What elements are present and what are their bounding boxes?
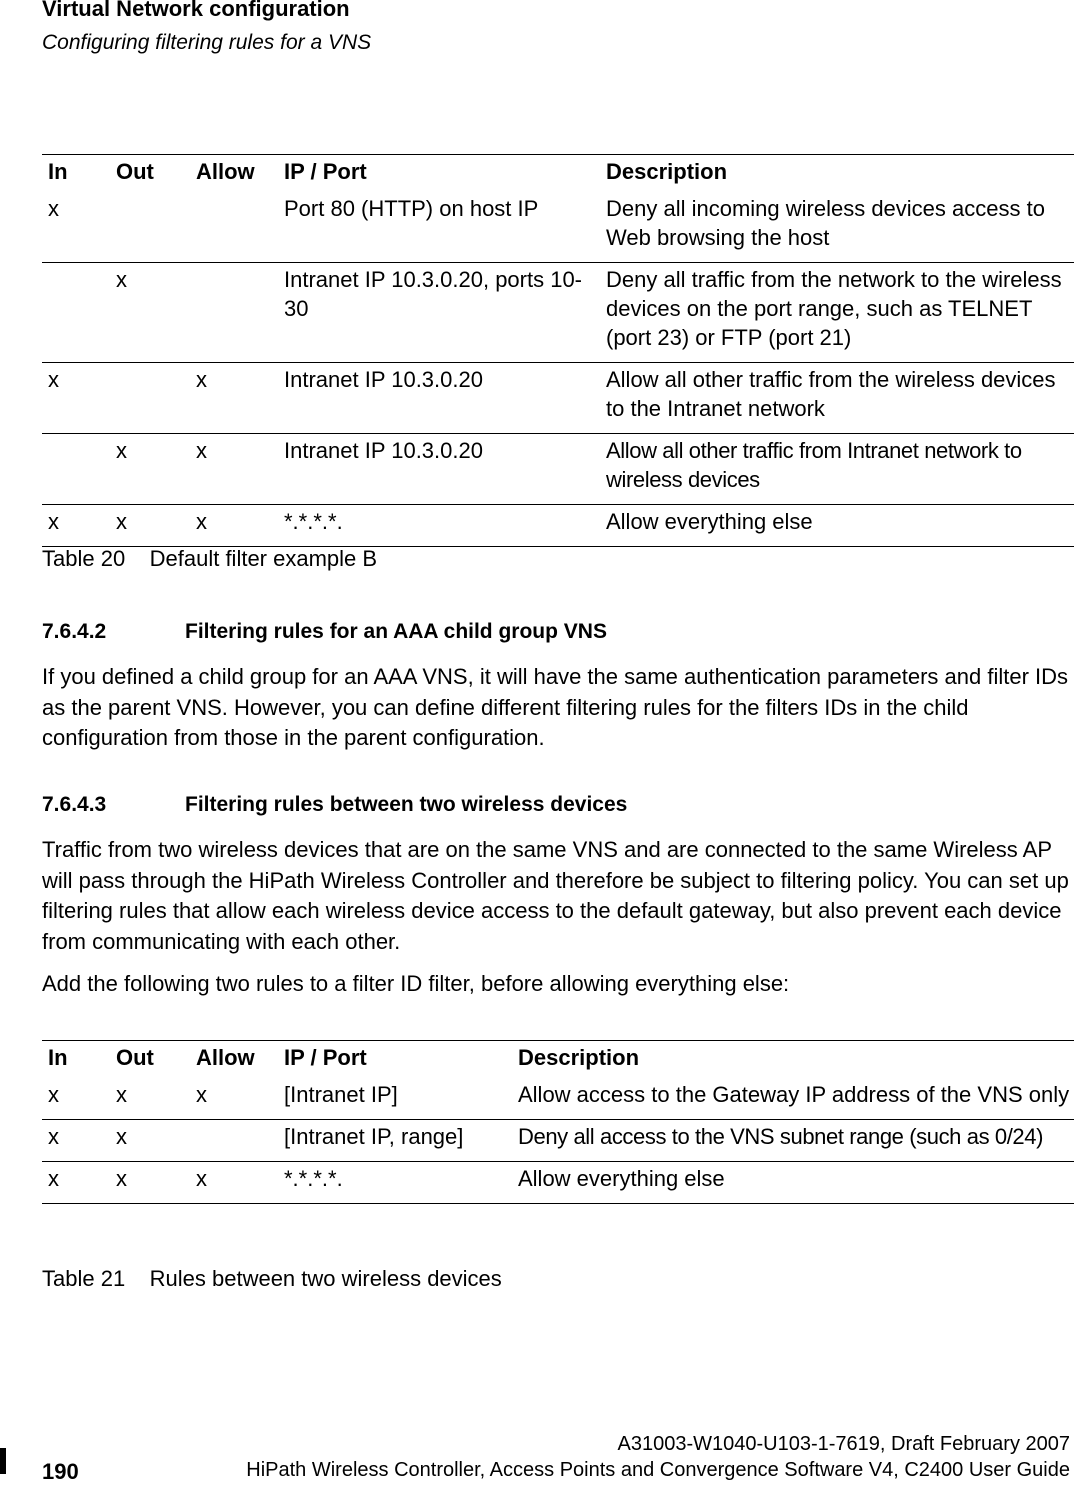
table-row bbox=[42, 263, 1074, 363]
cell-in: x bbox=[42, 1162, 110, 1204]
cell-in: x bbox=[42, 1078, 110, 1120]
column-header: Out bbox=[110, 1041, 190, 1079]
column-header: In bbox=[42, 155, 110, 193]
paragraph: If you defined a child group for an AAA VNS, it will have the same authentication parameters and filter IDs as the parent VNS. However, you can define different filtering rules for the filters IDs in the child configuration from those in the parent configuration. bbox=[42, 664, 1069, 750]
table-row bbox=[42, 192, 1074, 263]
column-header: IP / Port bbox=[278, 155, 600, 193]
cell-description: Allow access to the Gateway IP address of the VNS only bbox=[512, 1078, 1074, 1120]
table-row bbox=[42, 363, 1074, 434]
cell-description: Deny all access to the VNS subnet range (such as 0/24) bbox=[512, 1120, 1074, 1162]
column-header: Description bbox=[600, 155, 1074, 193]
section-title: Filtering rules for an AAA child group VNS bbox=[185, 620, 607, 643]
table-header-row bbox=[42, 155, 1074, 193]
cell-allow: x bbox=[190, 505, 278, 547]
cell-in: x bbox=[42, 505, 110, 547]
page-number: 190 bbox=[42, 1459, 79, 1484]
column-header: Allow bbox=[190, 155, 278, 193]
cell-out bbox=[110, 363, 190, 434]
cell-allow: x bbox=[190, 1162, 278, 1204]
cell-out: x bbox=[110, 434, 190, 505]
table-caption: Table 21 Rules between two wireless devices bbox=[42, 1266, 502, 1291]
cell-out: x bbox=[110, 263, 190, 363]
cell-description: Allow everything else bbox=[600, 505, 1074, 547]
cell-in bbox=[42, 434, 110, 505]
cell-ip-port: *.*.*.*. bbox=[278, 505, 600, 547]
column-header: Allow bbox=[190, 1041, 278, 1079]
cell-in: x bbox=[42, 363, 110, 434]
section-number: 7.6.4.2 bbox=[42, 620, 107, 643]
cell-in: x bbox=[42, 1120, 110, 1162]
cell-ip-port: Intranet IP 10.3.0.20, ports 10-30 bbox=[278, 263, 600, 363]
page-header-subtitle: Configuring filtering rules for a VNS bbox=[42, 31, 372, 54]
table-rules-between-two-wireless-devices bbox=[42, 1040, 1074, 1204]
cell-ip-port: Intranet IP 10.3.0.20 bbox=[278, 434, 600, 505]
table-row bbox=[42, 434, 1074, 505]
cell-description: Allow all other traffic from Intranet network to wireless devices bbox=[600, 434, 1074, 505]
table-caption: Table 20 Default filter example B bbox=[42, 546, 378, 571]
cell-ip-port: [Intranet IP, range] bbox=[278, 1120, 512, 1162]
cell-description: Deny all traffic from the network to the wireless devices on the port range, such as TELNET (port 23) or FTP (port 21) bbox=[600, 263, 1074, 363]
cell-out: x bbox=[110, 505, 190, 547]
cell-allow bbox=[190, 1120, 278, 1162]
section-heading bbox=[42, 793, 627, 817]
table-row bbox=[42, 1120, 1074, 1162]
cell-allow: x bbox=[190, 1078, 278, 1120]
paragraph: Add the following two rules to a filter ID filter, before allowing everything else: bbox=[42, 971, 790, 996]
cell-out: x bbox=[110, 1162, 190, 1204]
footer-doc-id: A31003-W1040-U103-1-7619, Draft February 2007 bbox=[617, 1433, 1070, 1455]
column-header: Description bbox=[512, 1041, 1074, 1079]
cell-allow bbox=[190, 263, 278, 363]
column-header: IP / Port bbox=[278, 1041, 512, 1079]
cell-out: x bbox=[110, 1078, 190, 1120]
table-row bbox=[42, 1078, 1074, 1120]
section-number: 7.6.4.3 bbox=[42, 793, 107, 816]
cell-ip-port: [Intranet IP] bbox=[278, 1078, 512, 1120]
section-title: Filtering rules between two wireless devices bbox=[185, 793, 628, 816]
cell-description: Allow all other traffic from the wireless devices to the Intranet network bbox=[600, 363, 1074, 434]
cell-allow: x bbox=[190, 363, 278, 434]
cell-allow: x bbox=[190, 434, 278, 505]
cell-in bbox=[42, 263, 110, 363]
cell-out bbox=[110, 192, 190, 263]
cell-ip-port: Intranet IP 10.3.0.20 bbox=[278, 363, 600, 434]
cell-out: x bbox=[110, 1120, 190, 1162]
change-bar bbox=[0, 1448, 6, 1474]
table-default-filter-example-b bbox=[42, 154, 1074, 547]
table-row bbox=[42, 1162, 1074, 1204]
cell-ip-port: *.*.*.*. bbox=[278, 1162, 512, 1204]
table-row bbox=[42, 505, 1074, 547]
cell-in: x bbox=[42, 192, 110, 263]
cell-description: Deny all incoming wireless devices access to Web browsing the host bbox=[600, 192, 1074, 263]
column-header: In bbox=[42, 1041, 110, 1079]
cell-allow bbox=[190, 192, 278, 263]
footer-doc-title: HiPath Wireless Controller, Access Points and Convergence Software V4, C2400 User Guide bbox=[246, 1459, 1070, 1481]
table-header-row bbox=[42, 1041, 1074, 1079]
cell-ip-port: Port 80 (HTTP) on host IP bbox=[278, 192, 600, 263]
paragraph: Traffic from two wireless devices that are on the same VNS and are connected to the same Wireless AP will pass through the HiPath Wireless Controller and therefore be subject to filtering policy. You can set up filtering rules that allow each wireless device access to the default gateway, but also prevent each device from communicating with each other. bbox=[42, 837, 1069, 954]
column-header: Out bbox=[110, 155, 190, 193]
section-heading bbox=[42, 620, 607, 644]
cell-description: Allow everything else bbox=[512, 1162, 1074, 1204]
page-header-title: Virtual Network configuration bbox=[42, 0, 350, 21]
